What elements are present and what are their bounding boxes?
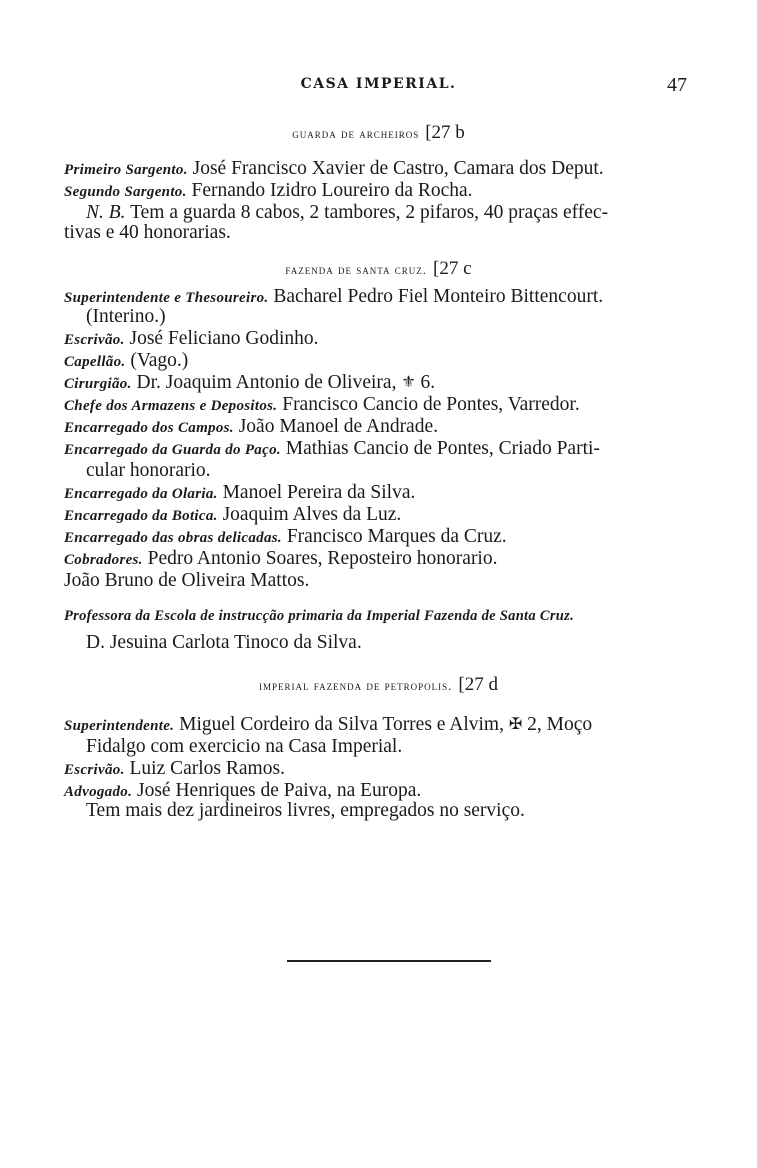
entry-line bbox=[64, 570, 704, 592]
entry-text: Tem mais dez jardineiros livres, empregados no serviço. bbox=[86, 800, 525, 821]
entry-text: tivas e 40 honorarias. bbox=[64, 222, 231, 243]
role-label: Superintendente e Thesoureiro. bbox=[64, 290, 269, 306]
entry-text: Luiz Carlos Ramos. bbox=[124, 758, 285, 779]
entry-text: Fidalgo com exercicio na Casa Imperial. bbox=[86, 736, 403, 757]
entry-text: José Henriques de Paiva, na Europa. bbox=[132, 780, 422, 801]
entry-line bbox=[64, 548, 704, 571]
section-ref: [27 d bbox=[458, 674, 498, 695]
role-label: Encarregado da Botica. bbox=[64, 508, 218, 524]
entry-text: D. Jesuina Carlota Tinoco da Silva. bbox=[86, 632, 362, 653]
entry-text: Mathias Cancio de Pontes, Criado Parti- bbox=[280, 438, 600, 459]
page-title: CASA IMPERIAL. bbox=[300, 76, 457, 92]
role-label: Encarregado das obras delicadas. bbox=[64, 530, 282, 546]
entry-line bbox=[64, 482, 704, 505]
role-label: Superintendente. bbox=[64, 718, 175, 734]
entry-line bbox=[64, 372, 704, 395]
role-label: Escrivão. bbox=[64, 332, 125, 348]
section-ref: [27 b bbox=[425, 122, 465, 143]
entry-text: Francisco Cancio de Pontes, Varredor. bbox=[277, 394, 580, 415]
entry-line bbox=[64, 202, 704, 224]
entry-text: cular honorario. bbox=[86, 460, 211, 481]
entry-line bbox=[64, 632, 704, 654]
entry-text: (Vago.) bbox=[125, 350, 189, 371]
entry-text: Tem a guarda 8 cabos, 2 tambores, 2 pifaros, 40 praças effec- bbox=[125, 202, 609, 223]
role-label: Primeiro Sargento. bbox=[64, 162, 188, 178]
role-label: Professora da Escola de instrucção primaria da Imperial Fazenda de Santa Cruz. bbox=[64, 608, 575, 624]
role-label: Cirurgião. bbox=[64, 376, 132, 392]
section-title: guarda de archeiros bbox=[292, 126, 420, 141]
entry-text: João Bruno de Oliveira Mattos. bbox=[64, 570, 310, 591]
entry-line bbox=[64, 306, 704, 328]
entry-text: Bacharel Pedro Fiel Monteiro Bittencourt. bbox=[268, 286, 604, 307]
role-label: Capellão. bbox=[64, 354, 126, 370]
role-label: Advogado. bbox=[64, 784, 133, 800]
cross-insignia-icon: ✠ bbox=[508, 716, 523, 733]
entry-line bbox=[64, 800, 704, 822]
section-ref: [27 c bbox=[433, 258, 472, 279]
entry-line bbox=[64, 416, 704, 439]
entry-text-after: 2, Moço bbox=[522, 714, 593, 735]
entry-line bbox=[64, 504, 704, 527]
role-label: Encarregado da Olaria. bbox=[64, 486, 218, 502]
role-label: Escrivão. bbox=[64, 762, 125, 778]
entry-text: Joaquim Alves da Luz. bbox=[217, 504, 402, 525]
entry-line bbox=[64, 222, 704, 244]
role-label: Encarregado da Guarda do Paço. bbox=[64, 442, 281, 458]
entry-line bbox=[64, 736, 704, 758]
page-number: 47 bbox=[667, 74, 687, 96]
entry-line bbox=[64, 526, 704, 549]
role-label: Chefe dos Armazens e Depositos. bbox=[64, 398, 278, 414]
entry-text: Pedro Antonio Soares, Reposteiro honorario. bbox=[142, 548, 498, 569]
entry-line bbox=[64, 180, 704, 203]
entry-text: Miguel Cordeiro da Silva Torres e Alvim, bbox=[174, 714, 504, 735]
section-title: imperial fazenda de petropolis. bbox=[259, 678, 453, 693]
entry-line bbox=[64, 158, 704, 181]
entry-text: Francisco Marques da Cruz. bbox=[281, 526, 507, 547]
section-title: fazenda de santa cruz. bbox=[285, 262, 428, 277]
entry-text: João Manoel de Andrade. bbox=[233, 416, 438, 437]
running-head bbox=[0, 74, 757, 98]
role-label: Segundo Sargento. bbox=[64, 184, 187, 200]
entry-line bbox=[64, 714, 704, 737]
entry-text: José Feliciano Godinho. bbox=[124, 328, 319, 349]
entry-text: José Francisco Xavier de Castro, Camara dos Deput. bbox=[187, 158, 604, 179]
entry-text: Manoel Pereira da Silva. bbox=[217, 482, 416, 503]
role-label: Encarregado dos Campos. bbox=[64, 420, 234, 436]
entry-line bbox=[64, 604, 704, 627]
order-insignia-icon: ⚜ bbox=[401, 374, 416, 391]
entry-line bbox=[64, 758, 704, 781]
entry-line bbox=[64, 438, 704, 461]
closing-rule bbox=[287, 960, 491, 962]
entry-text: (Interino.) bbox=[86, 306, 166, 327]
section-heading-petropolis bbox=[0, 674, 757, 696]
section-heading-santa-cruz bbox=[0, 258, 757, 280]
section-heading-archeiros bbox=[0, 122, 757, 144]
entry-line bbox=[64, 350, 704, 373]
entry-line bbox=[64, 394, 704, 417]
entry-line bbox=[64, 460, 704, 482]
nota-bene: N. B. bbox=[86, 202, 126, 223]
entry-text: Fernando Izidro Loureiro da Rocha. bbox=[186, 180, 473, 201]
entry-text-after: 6. bbox=[415, 372, 436, 393]
entry-text: Dr. Joaquim Antonio de Oliveira, bbox=[131, 372, 397, 393]
entry-line bbox=[64, 328, 704, 351]
role-label: Cobradores. bbox=[64, 552, 143, 568]
